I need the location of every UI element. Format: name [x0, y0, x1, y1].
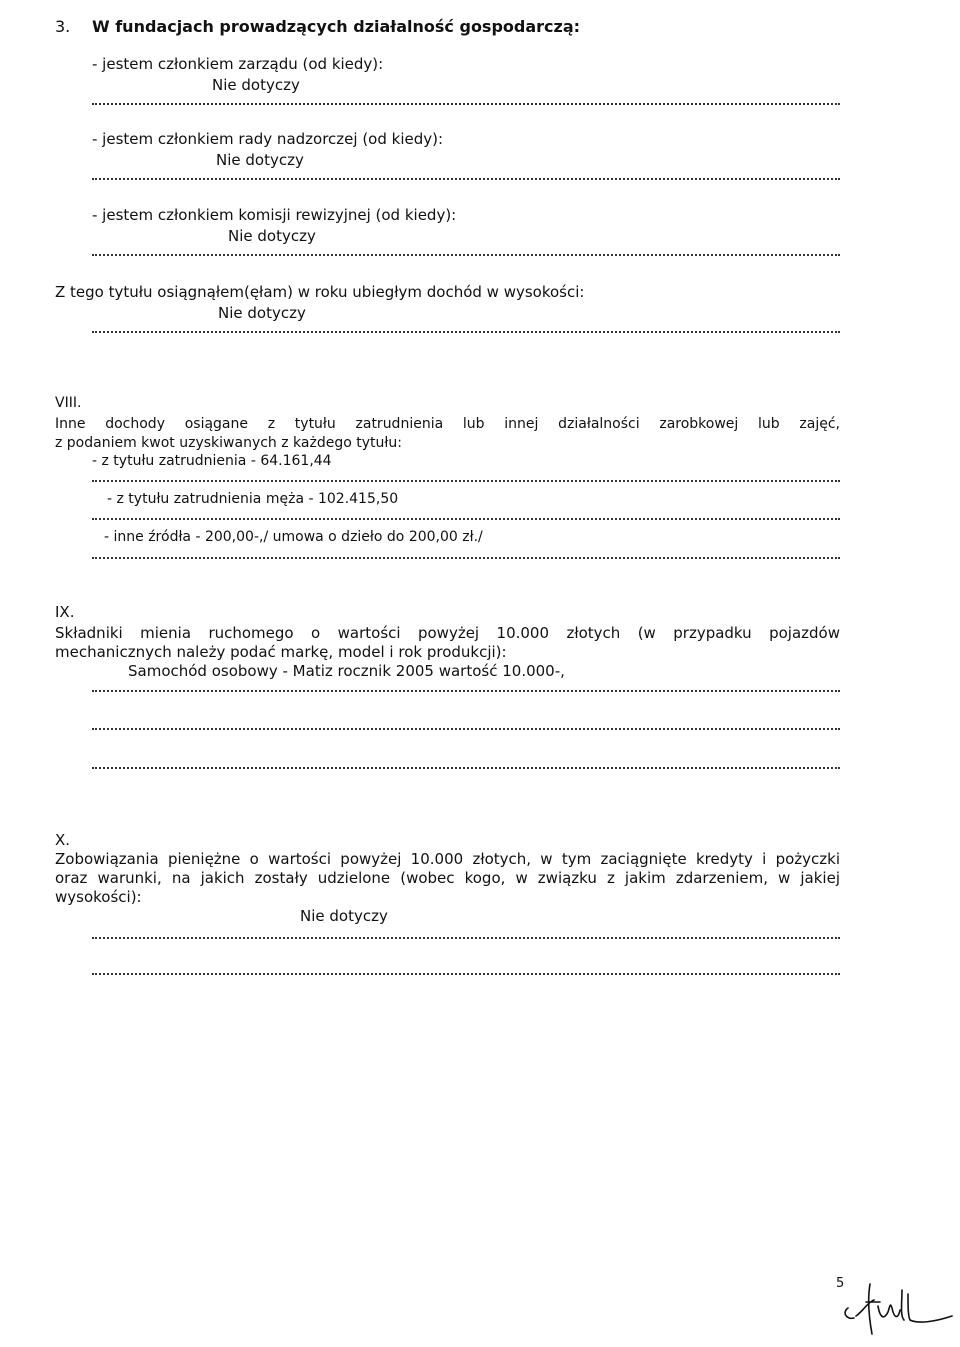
spouse-employment-income: - z tytułu zatrudnienia męża - 102.415,50: [107, 491, 399, 507]
dotted-line: [92, 767, 840, 769]
income-label: Z tego tytułu osiągnąłem(ęłam) w roku ubiegłym dochód w wysokości:: [55, 283, 585, 301]
signature-image: [838, 1272, 956, 1342]
other-income: - inne źródła - 200,00-,/ umowa o dzieło do 200,00 zł./: [104, 529, 483, 545]
section-8-number: VIII.: [55, 395, 82, 411]
liabilities-value: Nie dotyczy: [300, 907, 388, 925]
section-9-number: IX.: [55, 603, 75, 621]
dotted-line: [92, 480, 840, 482]
section-8-line-2: z podaniem kwot uzyskiwanych z każdego tytułu:: [55, 435, 402, 451]
dotted-line: [92, 937, 840, 939]
dotted-line: [92, 690, 840, 692]
dotted-line: [92, 254, 840, 256]
dotted-line: [92, 331, 840, 333]
section-10-line-1: Zobowiązania pieniężne o wartości powyżej 10.000 złotych, w tym zaciągnięte kredyty i pożyczki: [55, 850, 840, 868]
board-member-label: - jestem członkiem zarządu (od kiedy):: [92, 55, 384, 73]
audit-committee-value: Nie dotyczy: [228, 227, 316, 245]
page-number: 5: [836, 1276, 845, 1291]
income-value: Nie dotyczy: [218, 304, 306, 322]
section-10-number: X.: [55, 831, 71, 849]
section-9-line-2: mechanicznych należy podać markę, model i rok produkcji):: [55, 643, 507, 661]
dotted-line: [92, 557, 840, 559]
dotted-line: [92, 178, 840, 180]
employment-income: - z tytułu zatrudnienia - 64.161,44: [92, 453, 332, 469]
section-3-number: 3.: [55, 17, 71, 36]
dotted-line: [92, 103, 840, 105]
dotted-line: [92, 728, 840, 730]
section-10-line-3: wysokości):: [55, 888, 142, 906]
dotted-line: [92, 518, 840, 520]
supervisory-board-value: Nie dotyczy: [216, 151, 304, 169]
movable-property-value: Samochód osobowy - Matiz rocznik 2005 wartość 10.000-,: [128, 662, 565, 680]
board-member-value: Nie dotyczy: [212, 76, 300, 94]
section-9-line-1: Składniki mienia ruchomego o wartości powyżej 10.000 złotych (w przypadku pojazdów: [55, 624, 840, 642]
section-3-title: W fundacjach prowadzących działalność gospodarczą:: [92, 17, 581, 36]
dotted-line: [92, 973, 840, 975]
audit-committee-label: - jestem członkiem komisji rewizyjnej (od kiedy):: [92, 206, 457, 224]
section-8-line-1: Inne dochody osiągane z tytułu zatrudnienia lub innej działalności zarobkowej lub zajęć,: [55, 416, 840, 432]
supervisory-board-label: - jestem członkiem rady nadzorczej (od kiedy):: [92, 130, 444, 148]
section-10-line-2: oraz warunki, na jakich zostały udzielone (wobec kogo, w związku z jakim zdarzeniem, w jakiej: [55, 869, 840, 887]
